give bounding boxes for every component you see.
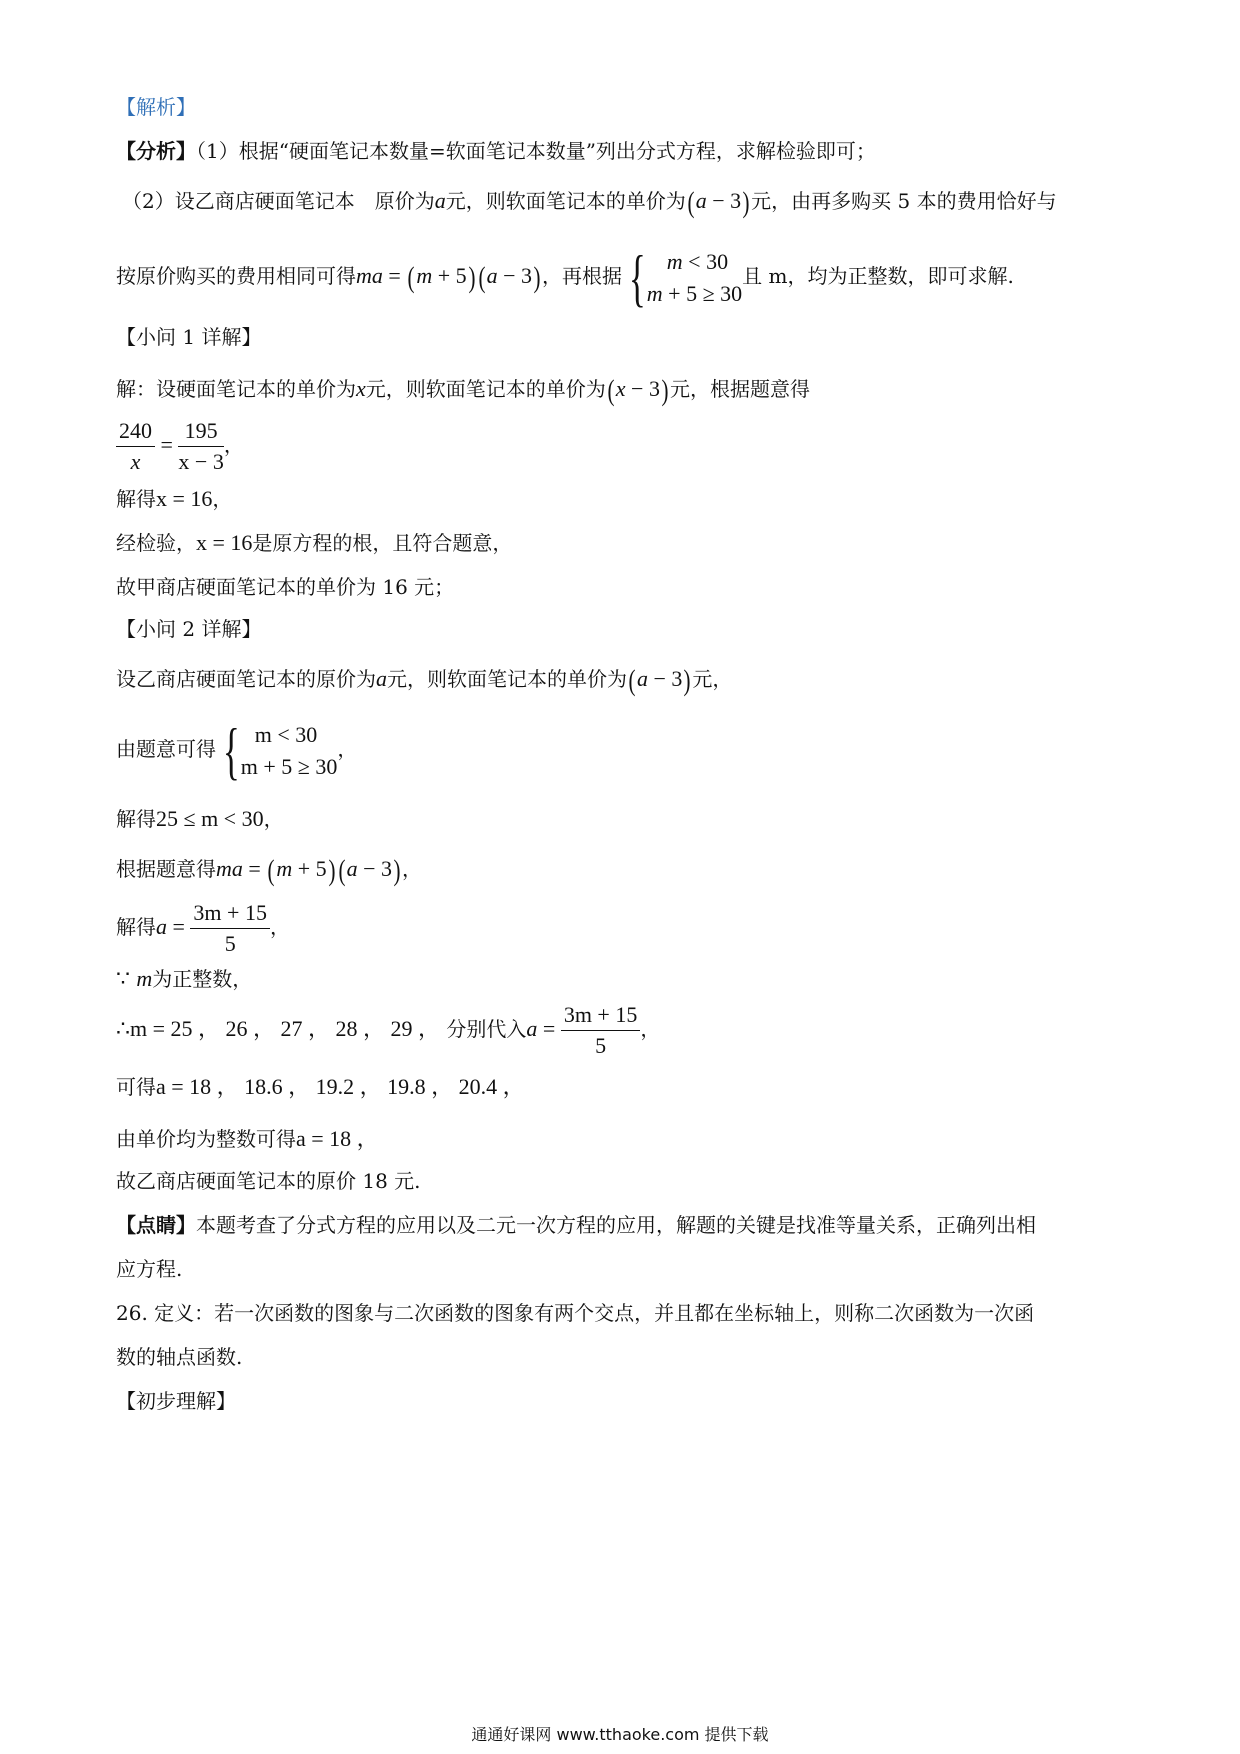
fraction-denominator: 5	[224, 931, 236, 956]
analysis-line-2: （2）设乙商店硬面笔记本 原价为a元，则软面笔记本的单价为(a − 3)元，由再多购买 5 本的费用恰好与	[122, 186, 1057, 219]
analysis-text-2b: 元，则软面笔记本的单价为	[445, 189, 686, 213]
problem26-subheading: 【初步理解】	[116, 1389, 236, 1413]
q1-solve-prefix: 解得	[116, 487, 156, 511]
q2-conclusion: 故乙商店硬面笔记本的原价 18 元.	[116, 1169, 421, 1193]
analysis-tag: 【分析】	[116, 139, 196, 163]
q2-results-values: a = 18 ， 18.6 ， 19.2 ， 19.8 ， 20.4 ，	[156, 1074, 525, 1099]
fraction-numerator: 3m + 15	[190, 898, 270, 929]
fraction-195-over-x-minus-3	[178, 416, 223, 477]
q2-solve1-prefix: 解得	[116, 807, 156, 831]
q2-inequality-system: { m < 30 m + 5 ≥ 30	[222, 714, 338, 786]
q2-because-text: 为正整数，	[152, 967, 253, 991]
section-label: 【解析】	[116, 95, 196, 119]
q1-solve-eq: x = 16	[156, 486, 213, 511]
q1-conclusion: 故甲商店硬面笔记本的单价为 16 元；	[116, 575, 455, 599]
analysis-text-3a: 按原价购买的费用相同可得	[116, 264, 356, 288]
because-symbol: ∵	[116, 966, 130, 991]
analysis-text-1: （1）根据“硬面笔记本数量=软面笔记本数量”列出分式方程，求解检验即可；	[196, 139, 876, 163]
q2-text-1b: 元，则软面笔记本的单价为	[387, 667, 627, 691]
q2-results-prefix: 可得	[116, 1075, 156, 1099]
therefore-symbol: ∴	[116, 1016, 130, 1041]
system-row-2: m + 5 ≥ 30	[240, 753, 338, 779]
q2-text-1a: 设乙商店硬面笔记本的原价为	[116, 667, 376, 691]
inequality-system: { m < 30 m + 5 ≥ 30	[628, 241, 743, 313]
fraction-denominator: 5	[595, 1033, 607, 1058]
q2-by-line: 根据题意得ma = (m + 5) (a − 3)，	[116, 854, 423, 887]
analysis-text-2a: （2）设乙商店硬面笔记本 原价为	[122, 189, 435, 213]
q1-text-1c: 元，根据题意得	[669, 377, 810, 401]
problem26-line-2: 数的轴点函数.	[116, 1345, 243, 1369]
problem26-line-1: 26. 定义：若一次函数的图象与二次函数的图象有两个交点，并且都在坐标轴上，则称二次函数为一次函	[116, 1301, 1035, 1325]
q1-check-eq: x = 16	[196, 530, 253, 555]
q1-line-1: 解：设硬面笔记本的单价为x元，则软面笔记本的单价为(x − 3)元，根据题意得	[116, 374, 810, 407]
q1-solve: 解得x = 16，	[116, 486, 233, 511]
q1-check-suffix: 是原方程的根，且符合题意，	[252, 531, 513, 555]
q2-heading: 【小问 2 详解】	[116, 617, 262, 641]
q2-because: ∵ m为正整数，	[116, 966, 253, 991]
q2-results	[116, 1072, 525, 1102]
q2-integer-eq: a = 18 ，	[296, 1126, 379, 1151]
analysis-text-3c: 且 m，均为正整数，即可求解.	[742, 264, 1014, 288]
q1-text-1a: 解：设硬面笔记本的单价为	[116, 377, 356, 401]
q1-equation: $\frac{240}{x}$ = $\frac{195}{x - 3}$ ，	[116, 416, 244, 477]
q2-solve-2: 解得a = $\frac{3m + 15}{5}$ ，	[116, 898, 290, 959]
fraction-240-over-x	[116, 416, 155, 477]
q2-by-prefix: 根据题意得	[116, 857, 216, 881]
system-row-1: m < 30	[254, 721, 318, 747]
fraction-numerator: 195	[178, 416, 223, 447]
review-line-1	[116, 1210, 1036, 1240]
page-footer: 通通好课网 www.tthaoke.com 提供下载	[471, 1725, 769, 1744]
q2-therefore: ∴m = 25 ， 26 ， 27 ， 28 ， 29 ， 分别代入a = $\frac{3m + 15}{5}$ ，	[116, 1000, 660, 1061]
q2-integer	[116, 1124, 379, 1154]
q1-heading: 【小问 1 详解】	[116, 325, 262, 349]
q1-check-prefix: 经检验，	[116, 531, 196, 555]
analysis-text-3b: ，再根据	[542, 264, 623, 288]
fraction-numerator: 240	[116, 416, 155, 447]
fraction-denominator: x − 3	[178, 449, 224, 474]
q2-line-1: 设乙商店硬面笔记本的原价为a元，则软面笔记本的单价为(a − 3)元，	[116, 664, 733, 697]
q2-text-1c: 元，	[692, 667, 733, 691]
analysis-text-2c: 元，由再多购买 5 本的费用恰好与	[751, 189, 1057, 213]
fraction-denominator: x	[130, 449, 141, 474]
q1-text-1b: 元，则软面笔记本的单价为	[365, 377, 606, 401]
q2-sub-text: 分别代入	[446, 1017, 527, 1041]
fraction-numerator: 3m + 15	[561, 1000, 641, 1031]
q2-integer-prefix: 由单价均为整数可得	[116, 1127, 296, 1151]
q2-solve2-prefix: 解得	[116, 915, 156, 939]
fraction-3m-plus-15-over-5-b	[561, 1000, 641, 1061]
q2-solve1-eq: 25 ≤ m < 30	[156, 806, 264, 831]
review-line-2: 应方程.	[116, 1257, 183, 1281]
q2-m-values: m = 25 ， 26 ， 27 ， 28 ， 29 ，	[130, 1016, 441, 1041]
fraction-3m-plus-15-over-5	[190, 898, 270, 959]
review-tag: 【点睛】	[116, 1213, 196, 1237]
analysis-line-3: 按原价购买的费用相同可得ma = (m + 5) (a − 3)，再根据 { m < 30 m + 5 ≥ 30 且 m，均为正整数，即可求解.	[116, 241, 1014, 313]
q2-from-prefix: 由题意可得	[116, 737, 216, 761]
analysis-line-1	[116, 136, 876, 166]
q1-check	[116, 528, 512, 558]
review-text-1: 本题考查了分式方程的应用以及二元一次方程的应用，解题的关键是找准等量关系，正确列出相	[196, 1213, 1036, 1237]
q2-solve-1: 解得25 ≤ m < 30，	[116, 806, 284, 831]
q2-system-line: 由题意可得 { m < 30 m + 5 ≥ 30 ，	[116, 714, 358, 786]
